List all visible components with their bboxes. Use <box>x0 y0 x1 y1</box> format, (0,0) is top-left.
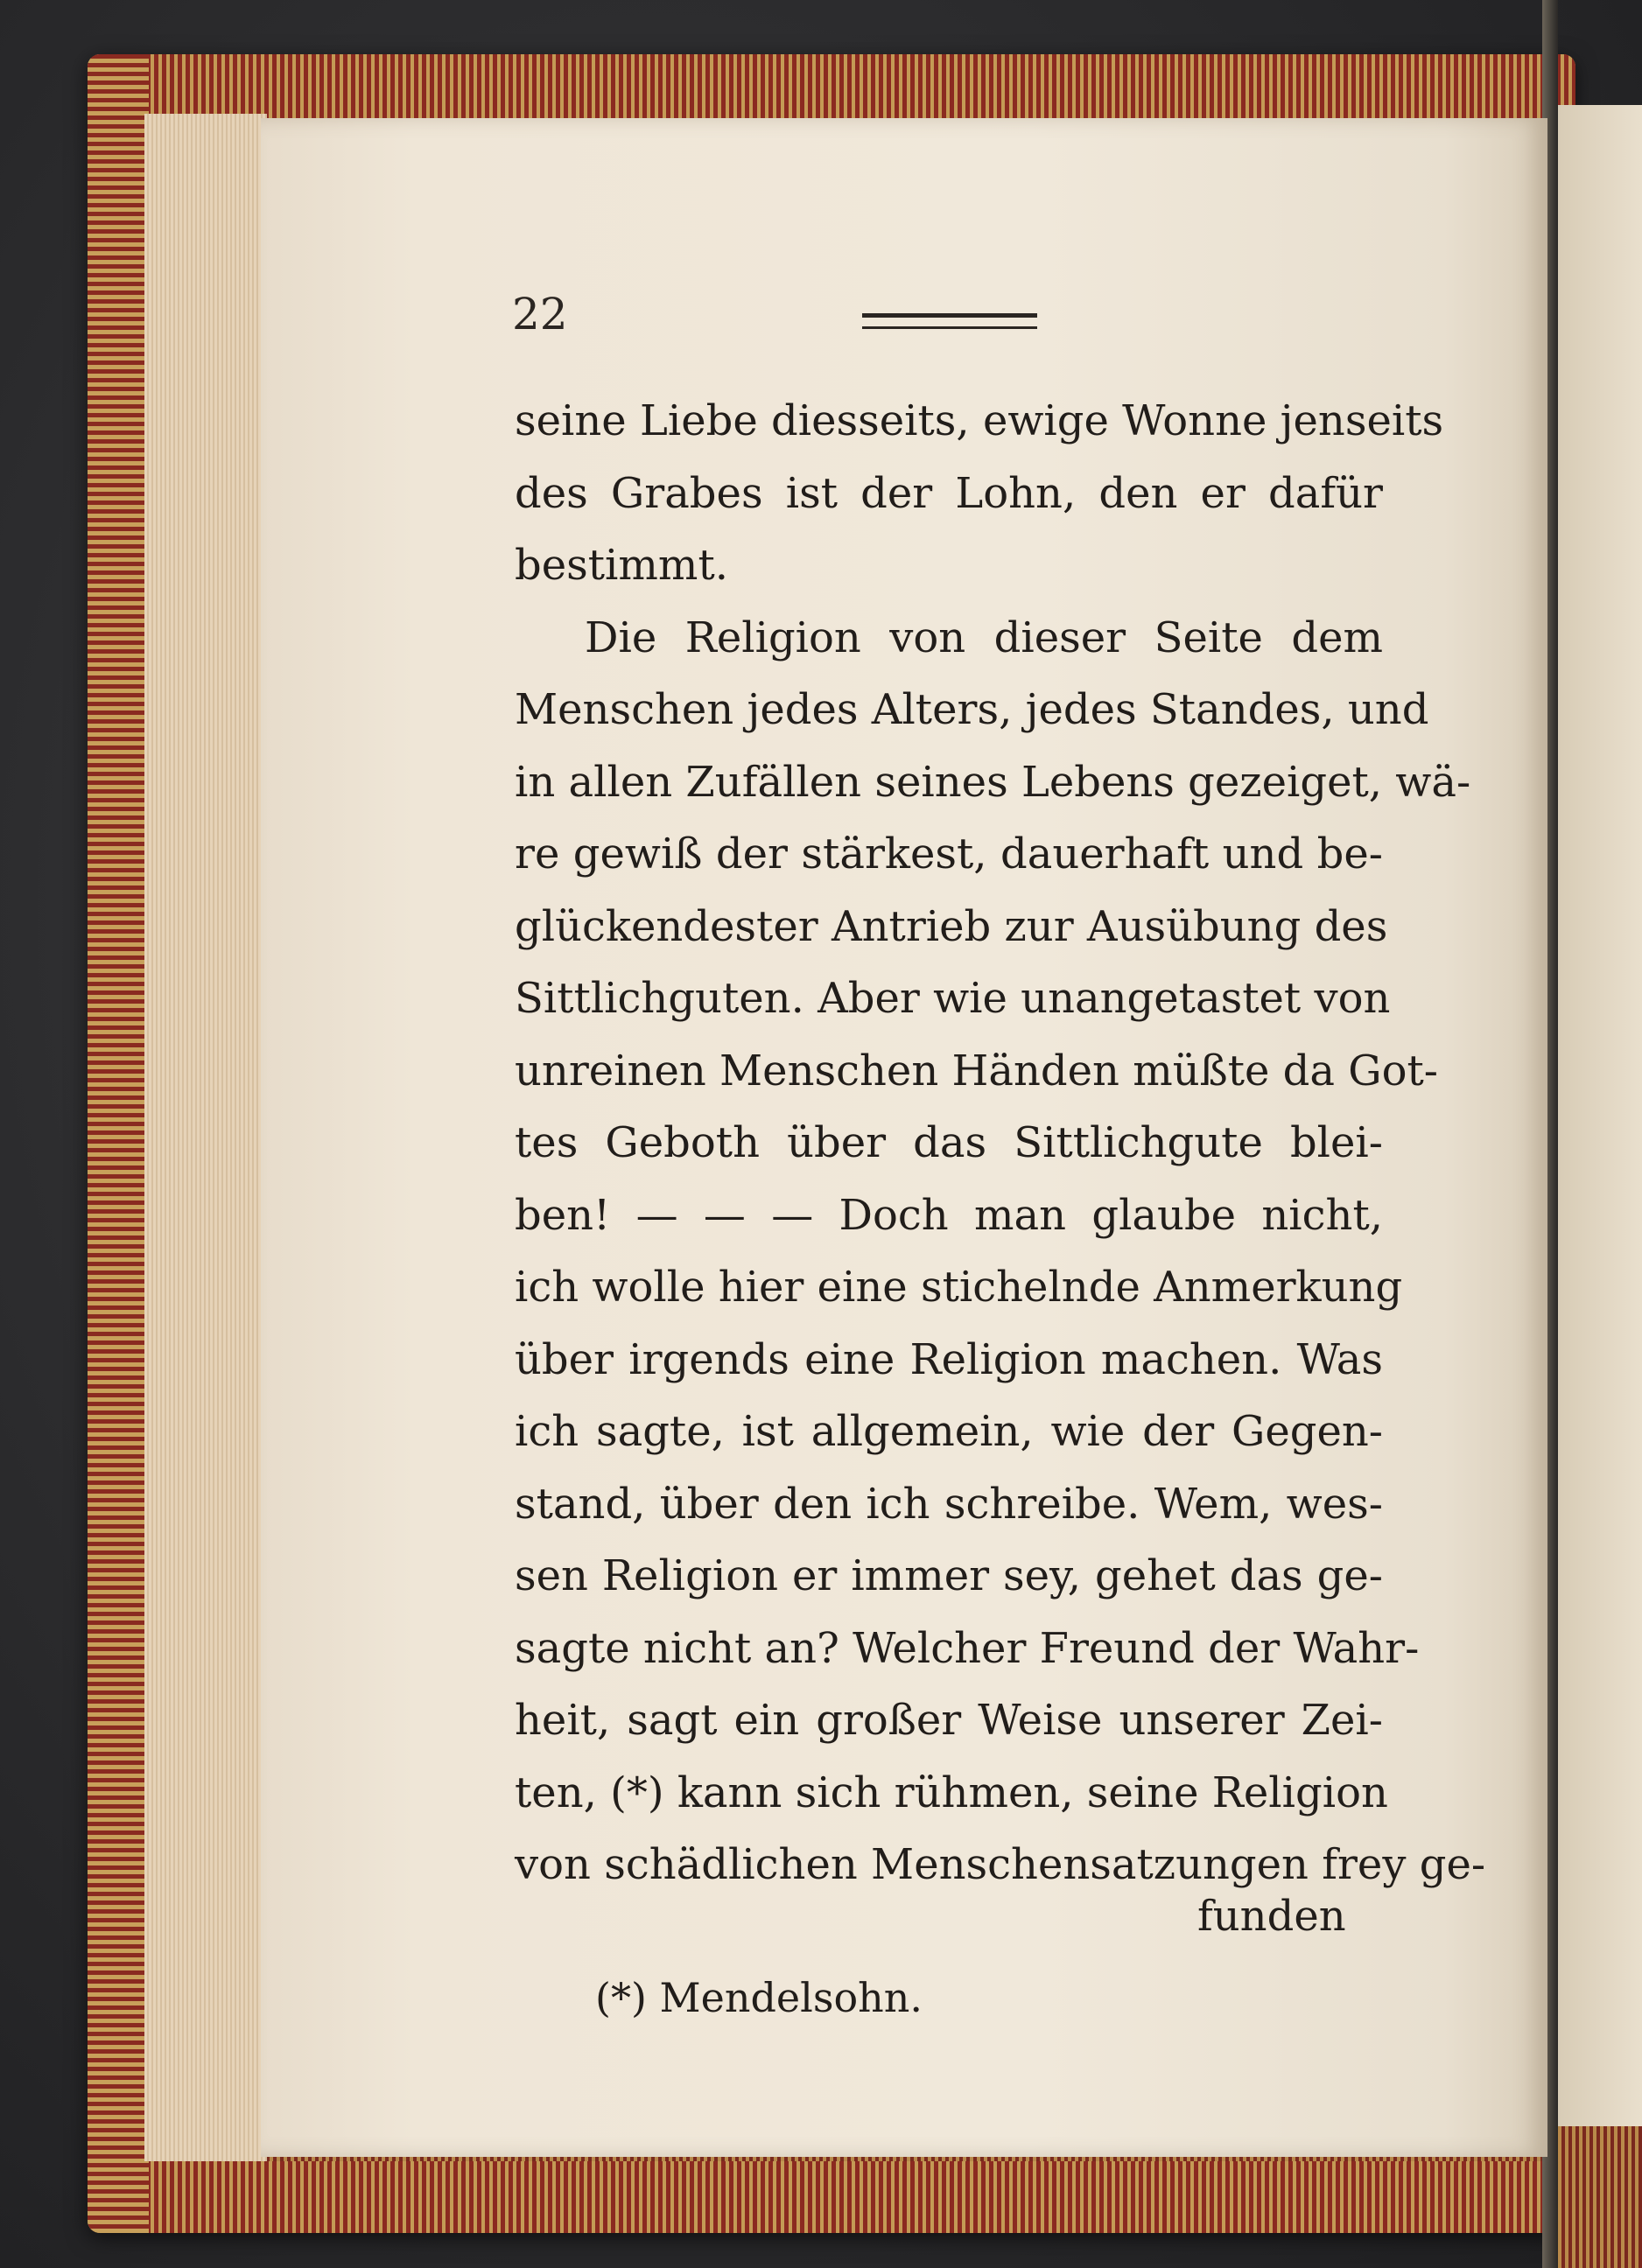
text-line: Sittlichguten. Aber wie unangetastet von <box>515 974 1391 1023</box>
book-cover-bottom-edge <box>88 2161 1575 2233</box>
text-line: des Grabes ist der Lohn, den er dafür <box>515 468 1383 518</box>
text-line: ich sagte, ist allgemein, wie der Gegen- <box>515 1407 1383 1456</box>
text-line: ben! — — — Doch man glaube nicht, <box>515 1190 1383 1240</box>
text-line: seine Liebe diesseits, ewige Wonne jenseits <box>515 396 1444 445</box>
text-line: tes Geboth über das Sittlichgute blei- <box>515 1118 1383 1167</box>
text-line: von schädlichen Menschensatzungen frey ge- <box>515 1840 1486 1889</box>
book-cover-left-edge <box>88 54 149 2233</box>
text-line: re gewiß der stärkest, dauerhaft und be- <box>515 830 1383 878</box>
text-line: sen Religion er immer sey, gehet das ge- <box>515 1551 1383 1600</box>
text-line: ten, (*) kann sich rühmen, seine Religion <box>515 1768 1388 1817</box>
text-line: stand, über den ich schreibe. Wem, wes- <box>515 1479 1383 1529</box>
text-line: Menschen jedes Alters, jedes Standes, und <box>515 685 1429 734</box>
book-cover-top-edge <box>88 54 1575 124</box>
footnote: (*) Mendelsohn. <box>595 1974 923 2021</box>
text-line: sagte nicht an? Welcher Freund der Wahr- <box>515 1623 1420 1673</box>
page-block-edges <box>144 114 267 2161</box>
text-line: unreinen Menschen Händen müßte da Got- <box>515 1046 1438 1096</box>
text-line: heit, sagt ein großer Weise unserer Zei- <box>515 1696 1383 1745</box>
text-line: ich wolle hier eine stichelnde Anmerkung <box>515 1263 1403 1312</box>
facing-cover-edge <box>1558 2126 1642 2268</box>
text-line: glückendester Antrieb zur Ausübung des <box>515 901 1388 951</box>
body-text <box>515 385 1486 1901</box>
text-line: Die Religion von dieser Seite dem <box>585 612 1383 662</box>
text-line: über irgends eine Religion machen. Was <box>515 1334 1383 1384</box>
facing-page-edge <box>1558 105 1642 2161</box>
header-ornament-rule <box>862 313 1037 329</box>
text-line: in allen Zufällen seines Lebens gezeiget, wä- <box>515 757 1471 807</box>
page-number: 22 <box>512 289 568 340</box>
catchword: funden <box>1197 1892 1346 1941</box>
text-line: bestimmt. <box>515 541 728 590</box>
